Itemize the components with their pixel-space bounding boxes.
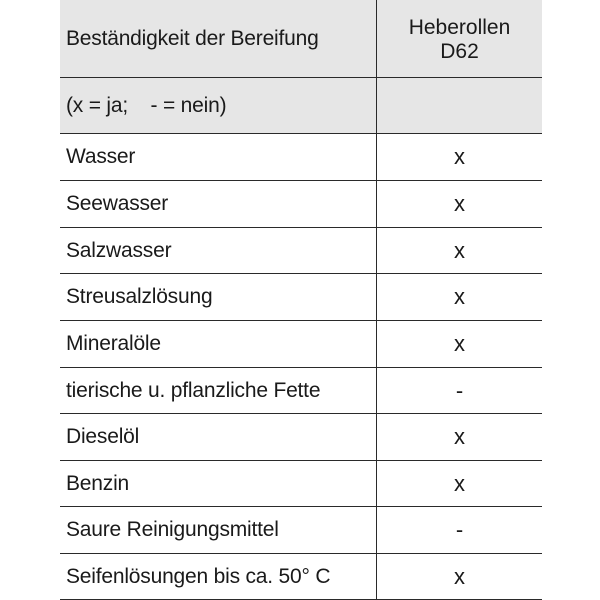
table-row: [60, 228, 542, 274]
header-product-name: Heberollen: [408, 15, 511, 39]
row-value: x: [454, 237, 465, 263]
row-label: Saure Reinigungsmittel: [60, 507, 377, 553]
row-value: -: [455, 517, 464, 542]
row-value: -: [455, 377, 464, 403]
table-row: [60, 507, 542, 554]
row-label: tierische u. pflanzliche Fette: [60, 368, 377, 413]
table-row: [60, 368, 542, 414]
table-header-row: [60, 0, 542, 78]
row-label: Wasser: [60, 134, 377, 180]
row-label: Dieselöl: [60, 414, 377, 460]
row-value: x: [454, 424, 465, 449]
row-label: Mineralöle: [60, 321, 377, 367]
table-row: [60, 274, 542, 321]
table-row: [60, 554, 542, 600]
header-title: Beständigkeit der Bereifung: [60, 0, 377, 77]
table-row: [60, 134, 542, 181]
table-row: [60, 321, 542, 368]
legend-text: (x = ja; - = nein): [60, 78, 377, 133]
row-value: x: [454, 470, 465, 496]
row-value: x: [454, 563, 465, 589]
legend-empty-cell: [377, 78, 542, 133]
row-label: Seifenlösungen bis ca. 50° C: [60, 554, 377, 599]
row-value: x: [454, 284, 465, 309]
row-value: x: [454, 331, 465, 356]
row-label: Benzin: [60, 461, 377, 506]
legend-row: [60, 78, 542, 134]
row-label: Streusalzlösung: [60, 274, 377, 320]
resistance-table: [60, 0, 542, 600]
row-label: Salzwasser: [60, 228, 377, 273]
table-row: [60, 414, 542, 461]
row-label: Seewasser: [60, 181, 377, 227]
table-row: [60, 181, 542, 228]
header-product-code: D62: [440, 39, 479, 63]
table-row: [60, 461, 542, 507]
row-value: x: [454, 191, 465, 216]
row-value: x: [454, 144, 465, 169]
header-product-column: [377, 0, 542, 77]
